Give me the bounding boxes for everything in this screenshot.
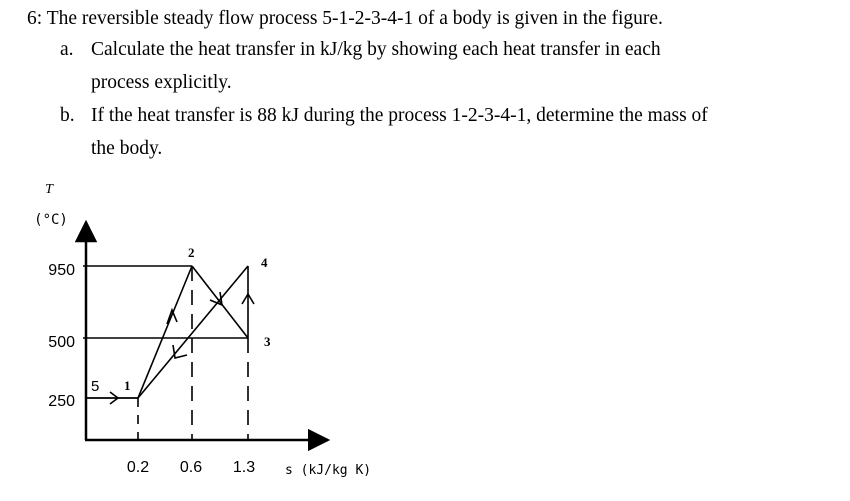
x-tick-0.6: 0.6 (179, 459, 203, 476)
y-tick-950: 950 (48, 262, 75, 279)
question-heading: 6: The reversible steady flow process 5-1-2-3-4-1 of a body is given in the figure. (27, 8, 663, 29)
process-4-1 (138, 266, 248, 398)
part-b-line-1: If the heat transfer is 88 kJ during the process 1-2-3-4-1, determine the mass of (91, 105, 708, 126)
point-label-1: 1 (124, 378, 131, 393)
x-axis-label: s (kJ/kg K) (285, 463, 372, 478)
process-1-2 (138, 266, 192, 398)
point-label-3: 3 (264, 334, 271, 349)
y-tick-500: 500 (48, 334, 75, 351)
point-label-4: 4 (261, 255, 268, 270)
part-b-marker: b. (60, 105, 75, 126)
x-tick-0.2: 0.2 (126, 459, 150, 476)
part-a-line-1: Calculate the heat transfer in kJ/kg by showing each heat transfer in each (91, 39, 661, 60)
part-b-line-2: the body. (91, 138, 163, 159)
y-axis-symbol: T (45, 182, 53, 197)
part-a-marker: a. (60, 39, 74, 60)
y-axis-unit: (°C) (34, 212, 68, 228)
x-tick-1.3: 1.3 (232, 459, 256, 476)
point-label-2: 2 (188, 245, 195, 260)
part-a-line-2: process explicitly. (91, 72, 232, 93)
point-label-5: 5 (91, 378, 100, 395)
y-tick-250: 250 (48, 393, 75, 410)
